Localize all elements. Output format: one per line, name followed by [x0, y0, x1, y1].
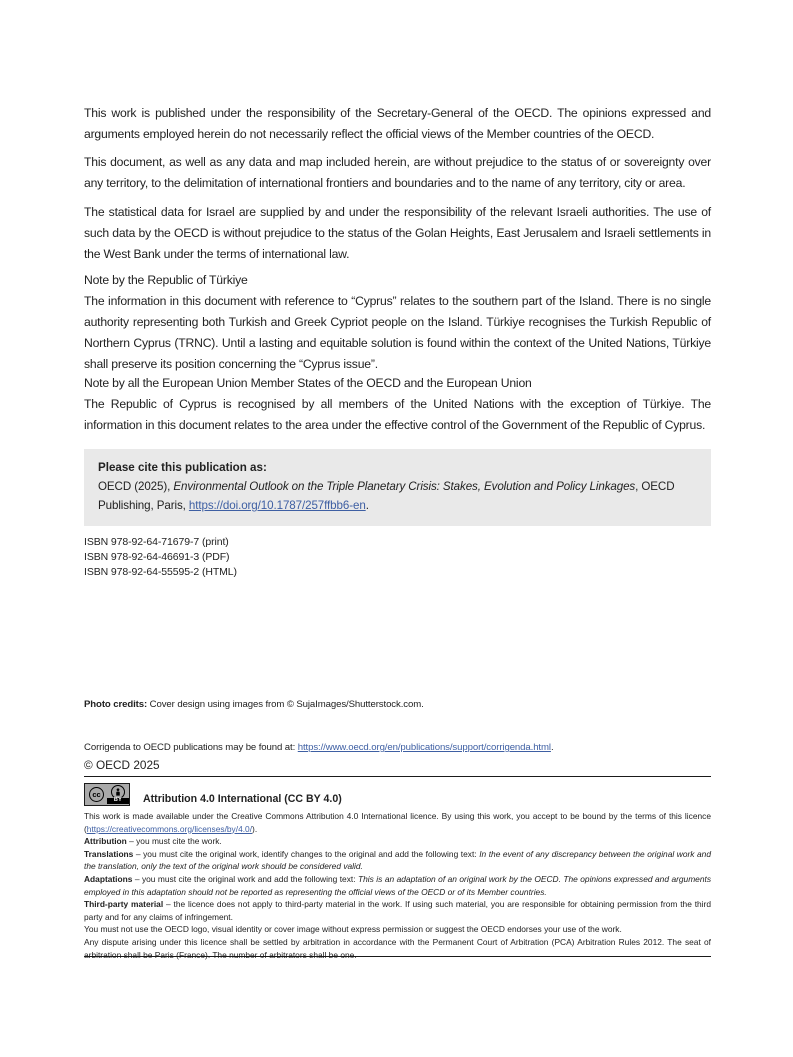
term-label: Adaptations [84, 873, 133, 884]
license-term-thirdparty [84, 898, 711, 923]
divider-top [84, 776, 711, 777]
term-italic: This is an adaptation of an original work by the OECD. The opinions expressed and arguments employed in this adaptation should not be reported as representing the official views of the OECD or of its Member countries. [84, 873, 712, 897]
cc-by-badge [84, 783, 130, 806]
doi-link[interactable]: https://doi.org/10.1787/257ffbb6-en [188, 499, 366, 512]
isbn-pdf: ISBN 978-92-64-46691-3 (PDF) [84, 551, 230, 563]
term-text: – you must cite the original work, identify changes to the original and add the following text: [133, 848, 480, 859]
corrigenda-suffix: . [550, 742, 554, 753]
term-text: – you must cite the original work and add the following text: [132, 873, 359, 884]
term-text: – you must cite the work. [126, 836, 222, 847]
license-heading: Attribution 4.0 International (CC BY 4.0) [143, 793, 342, 805]
isbn-block [84, 535, 711, 580]
term-italic: In the event of any discrepancy between the original work and the translation, only the text of the original work should be considered valid. [84, 848, 711, 872]
cc-icon: cc [89, 787, 104, 802]
citation-text [98, 477, 697, 515]
photo-credits [84, 698, 711, 712]
citation-heading: Please cite this publication as: [98, 461, 267, 474]
copyright-line: © OECD 2025 [84, 758, 160, 772]
disclaimer-paragraph-1: This work is published under the responsibility of the Secretary-General of the OECD. The opinions expressed and arguments employed herein do not necessarily reflect the official views of the Member countries of the OECD. [84, 106, 711, 141]
license-terms [84, 810, 711, 961]
license-intro-text: This work is made available under the Creative Commons Attribution 4.0 International licence. By using this work, you accept to be bound by the terms of this licence ( [84, 811, 711, 834]
corrigenda-prefix: Corrigenda to OECD publications may be found at: [84, 742, 298, 753]
citation-box [84, 449, 711, 526]
citation-suffix: . [365, 499, 369, 512]
disclaimer-paragraph-2: This document, as well as any data and map included herein, are without prejudice to the status of or sovereignty over any territory, to the delimitation of international frontiers and boundaries and to the name of any territory, city or area. [84, 155, 711, 190]
term-label: Attribution [84, 836, 127, 847]
isbn-html: ISBN 978-92-64-55595-2 (HTML) [84, 566, 237, 578]
photo-credits-text: Cover design using images from © SujaImages/Shutterstock.com. [147, 699, 424, 710]
license-header [84, 783, 711, 806]
photo-credits-label: Photo credits: [84, 699, 148, 710]
note-eu-body: The Republic of Cyprus is recognised by all members of the United Nations with the exception of Türkiye. The information in this document relates to the area under the effective control of the Government of the Republic of Cyprus. [84, 397, 711, 432]
note-eu-title: Note by all the European Union Member States of the OECD and the European Union [84, 376, 532, 390]
term-label: Translations [84, 848, 134, 859]
citation-prefix: OECD (2025), [98, 480, 174, 493]
license-term-adaptations [84, 873, 711, 898]
term-text: – the licence does not apply to third-party material in the work. If using such material, you are responsible for obtaining permission from the third party and for any claims of infringement. [84, 899, 711, 922]
corrigenda-line [84, 741, 711, 755]
term-label: Third-party material [84, 899, 164, 910]
note-eu [84, 373, 711, 436]
license-intro-suffix: ). [252, 823, 258, 834]
note-turkiye-title: Note by the Republic of Türkiye [84, 273, 248, 287]
citation-title: Environmental Outlook on the Triple Planetary Crisis: Stakes, Evolution and Policy Linkages [173, 480, 636, 493]
note-turkiye-body: The information in this document with reference to “Cyprus” relates to the southern part of the Island. There is no single authority representing both Turkish and Greek Cypriot people on the Island. Türkiye recognises the Turkish Republic of Northern Cyprus (TRNC). Until a lasting and equitable solution is found within the context of the United Nations, Türkiye shall preserve its position concerning the “Cyprus issue”. [84, 294, 711, 371]
license-term-translations [84, 848, 711, 873]
license-notice-dispute: Any dispute arising under this licence shall be settled by arbitration in accordance with the Permanent Court of Arbitration (PCA) Arbitration Rules 2012. The seat of arbitration shall be Paris (France). The number of arbitrators shall be one. [84, 936, 711, 960]
citation-middle: , OECD Publishing, Paris, [98, 480, 675, 512]
divider-bottom [84, 956, 711, 957]
license-intro [84, 810, 711, 835]
corrigenda-link[interactable]: https://www.oecd.org/en/publications/support/corrigenda.html [297, 742, 551, 753]
creative-commons-link[interactable]: https://creativecommons.org/licenses/by/4.0/ [86, 823, 253, 834]
disclaimer-paragraph-3: The statistical data for Israel are supplied by and under the responsibility of the relevant Israeli authorities. The use of such data by the OECD is without prejudice to the status of the Golan Heights, East Jerusalem and Israeli settlements in the West Bank under the terms of international law. [84, 205, 711, 261]
note-turkiye [84, 270, 711, 375]
license-notice-logo: You must not use the OECD logo, visual identity or cover image without express permission or suggest the OECD endorses your use of the work. [84, 924, 622, 935]
isbn-print: ISBN 978-92-64-71679-7 (print) [84, 536, 229, 548]
by-label: BY [107, 798, 129, 805]
license-term-attribution [84, 835, 711, 848]
